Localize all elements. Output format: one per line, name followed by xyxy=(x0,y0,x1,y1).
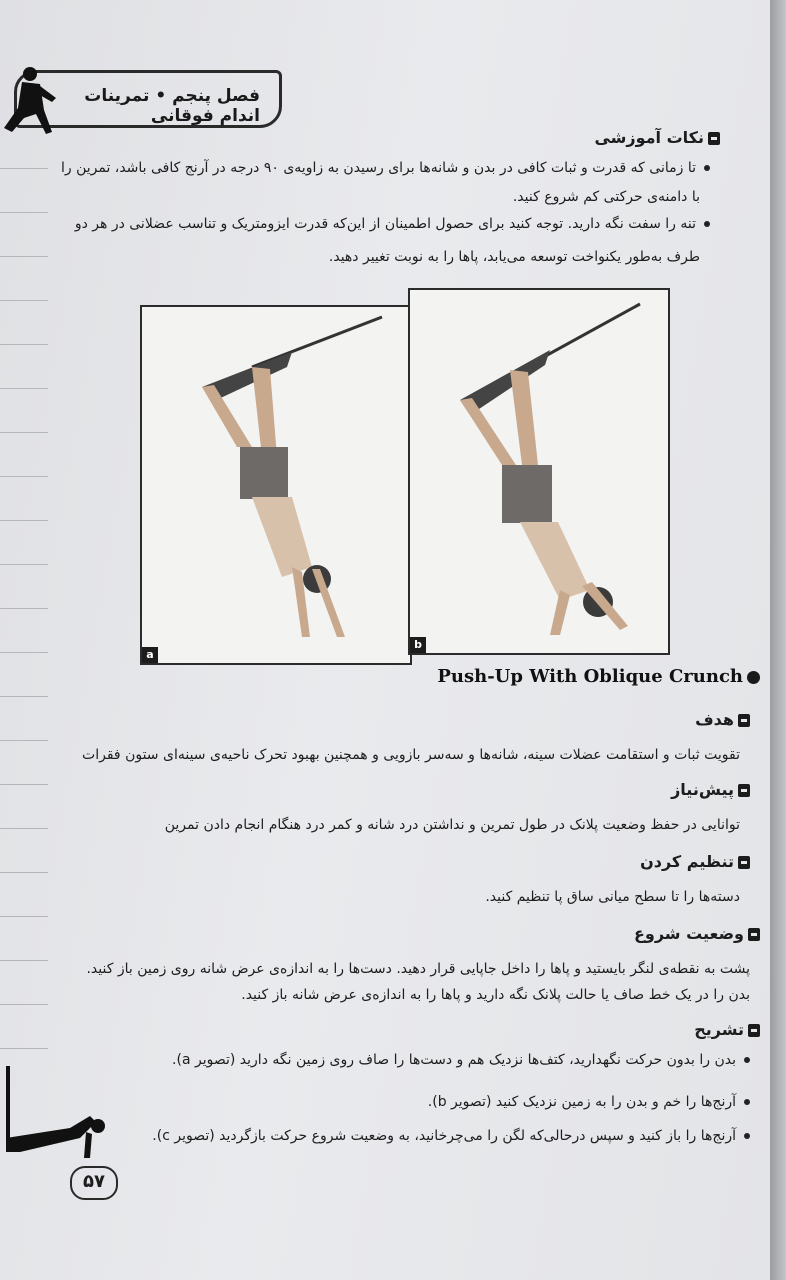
tips-bullet-1-line-2: با دامنه‌ی حرکتی کم شروع کنید. xyxy=(512,189,700,205)
tips-bullet-1-line-1: تا زمانی که قدرت و ثبات کافی در بدن و شانه‌ها برای رسیدن به زاویه‌ی ۹۰ درجه در آرنج کافی باشد، تمرین را xyxy=(60,160,710,176)
tips-heading: نکات آموزشی xyxy=(560,128,720,147)
section-marker-icon xyxy=(708,132,720,145)
tips-bullet-2-line-1: تنه را سفت نگه دارید. توجه کنید برای حصول اطمینان از این‌که قدرت ایزومتریک و تناسب عضلانی در هر دو xyxy=(60,216,710,232)
section-marker-icon xyxy=(748,928,760,941)
prerequisite-text: توانایی در حفظ وضعیت پلانک در طول تمرین و نداشتن درد شانه و کمر درد هنگام انجام دادن تمرین xyxy=(164,817,740,833)
description-bullet-2: آرنج‌ها را خم و بدن را به زمین نزدیک کنید (تصویر b). xyxy=(120,1094,750,1110)
bullet-icon xyxy=(744,1099,750,1105)
bullet-icon xyxy=(704,221,710,227)
description-bullet-3: آرنج‌ها را باز کنید و سپس درحالی‌که لگن را می‌چرخانید، به وضعیت شروع حرکت بازگردید (تصویر c). xyxy=(120,1128,750,1144)
exercise-photo-a xyxy=(140,305,412,665)
handstand-figure-icon xyxy=(410,290,668,653)
exercise-title: Push-Up With Oblique Crunch xyxy=(430,666,760,687)
start-position-heading: وضعیت شروع xyxy=(590,924,760,943)
bullet-icon xyxy=(704,165,710,171)
setup-text: دسته‌ها را تا سطح میانی ساق پا تنظیم کنید. xyxy=(485,889,740,905)
chapter-title: فصل پنجم • تمرینات اندام فوقانی xyxy=(84,86,260,126)
bullet-icon xyxy=(744,1133,750,1139)
goal-heading: هدف xyxy=(600,710,750,729)
page-number: ۵۷ xyxy=(70,1166,118,1200)
suspension-pushup-silhouette-icon xyxy=(0,1066,110,1176)
section-marker-icon xyxy=(738,784,750,797)
goal-text: تقویت ثبات و استقامت عضلات سینه، شانه‌ها و سه‌سر بازویی و همچنین بهبود تحرک ناحیه‌ی سینه‌ای ستون فقرات xyxy=(82,747,740,763)
exercise-marker-icon xyxy=(747,671,760,684)
tips-bullet-2-line-2: طرف به‌طور یکنواخت توسعه می‌یابد، پاها را به نوبت تغییر دهید. xyxy=(328,249,700,265)
section-marker-icon xyxy=(738,714,750,727)
start-position-line-1: پشت به نقطه‌ی لنگر بایستید و پاها را داخل جاپایی قرار دهید. دست‌ها را به اندازه‌ی عرض شانه روی زمین باز کنید. xyxy=(86,961,750,977)
handstand-figure-icon xyxy=(142,307,410,663)
photo-label-b: b xyxy=(410,637,426,653)
setup-heading: تنظیم کردن xyxy=(590,852,750,871)
start-position-line-2: بدن را در یک خط صاف یا حالت پلانک نگه دارید و پاها را به اندازه‌ی عرض شانه باز کنید. xyxy=(241,987,750,1003)
exercise-photo-b xyxy=(408,288,670,655)
prerequisite-heading: پیش‌نیاز xyxy=(600,780,750,799)
section-marker-icon xyxy=(738,856,750,869)
page-edge xyxy=(770,0,786,1280)
bullet-icon xyxy=(744,1057,750,1063)
runner-silhouette-icon xyxy=(0,62,60,152)
description-heading: تشریح xyxy=(600,1020,760,1039)
description-bullet-1: بدن را بدون حرکت نگهدارید، کتف‌ها نزدیک هم و دست‌ها را صاف روی زمین نگه دارید (تصویر a). xyxy=(120,1052,750,1068)
section-marker-icon xyxy=(748,1024,760,1037)
photo-label-a: a xyxy=(142,647,158,663)
